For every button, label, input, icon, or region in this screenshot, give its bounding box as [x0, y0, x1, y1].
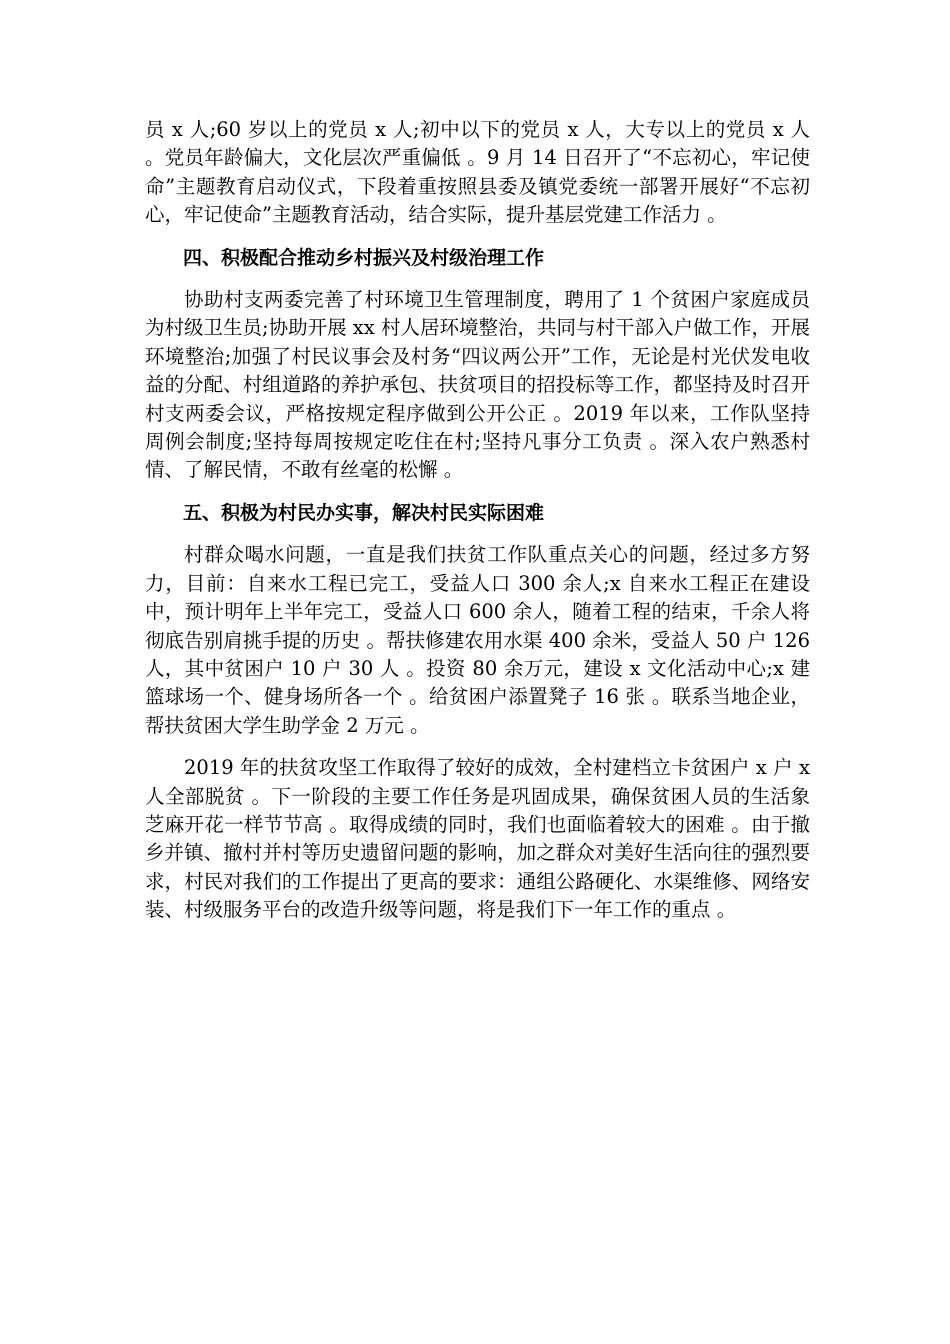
- heading-rural-revitalization: 四、积极配合推动乡村振兴及村级治理工作: [183, 246, 545, 269]
- paragraph-summary: 2019 年的扶贫攻坚工作取得了较好的成效，全村建档立卡贫困户 x 户 x 人全部脱贫 。下一阶段的主要工作任务是巩固成果，确保贫困人员的生活象芝麻开花一样节节高 。取得成绩的同时，我们也面临着较大的困难 。由于撤乡并镇、撤村并村等历史遗留问题的影响，加之群众对美好生活向往的强烈要求，村民对我们的工作提出了更高的要求：通组公路硬化、水渠维修、网络安装、村级服务平台的改造升级等问题，将是我们下一年工作的重点 。: [145, 756, 810, 922]
- heading-practical-affairs: 五、积极为村民办实事，解决村民实际困难: [183, 501, 545, 524]
- document-page: [145, 116, 810, 939]
- paragraph-party-members: 员 x 人;60 岁以上的党员 x 人;初中以下的党员 x 人，大专以上的党员 x 人 。党员年龄偏大，文化层次严重偏低 。9 月 14 日召开了“不忘初心，牢记使命”主题教育启动仪式，下段着重按照县委及镇党委统一部署开展好“不忘初心，牢记使命”主题教育活动，结合实际，提升基层党建工作活力 。: [145, 118, 810, 227]
- paragraph-water-projects: 村群众喝水问题，一直是我们扶贫工作队重点关心的问题，经过多方努力，目前：自来水工程已完工，受益人口 300 余人;x 自来水工程正在建设中，预计明年上半年完工，受益人口 600 余人，随着工程的结束，千余人将彻底告别肩挑手提的历史 。帮扶修建农用水渠 400 余米，受益人 50 户 126 人，其中贫困户 10 户 30 人 。投资 80 余万元，建设 x 文化活动中心;x 建篮球场一个、健身场所各一个 。给贫困户添置凳子 16 张 。联系当地企业，帮扶贫困大学生助学金 2 万元 。: [145, 543, 810, 737]
- paragraph-village-governance: 协助村支两委完善了村环境卫生管理制度，聘用了 1 个贫困户家庭成员为村级卫生员;协助开展 xx 村人居环境整治，共同与村干部入户做工作，开展环境整治;加强了村民议事会及村务“四议两公开”工作，无论是村光伏发电收益的分配、村组道路的养护承包、扶贫项目的招投标等工作，都坚持及时召开村支两委会议，严格按规定程序做到公开公正 。2019 年以来，工作队坚持周例会制度;坚持每周按规定吃住在村;坚持凡事分工负责 。深入农户熟悉村情、了解民情，不敢有丝毫的松懈 。: [145, 288, 810, 482]
